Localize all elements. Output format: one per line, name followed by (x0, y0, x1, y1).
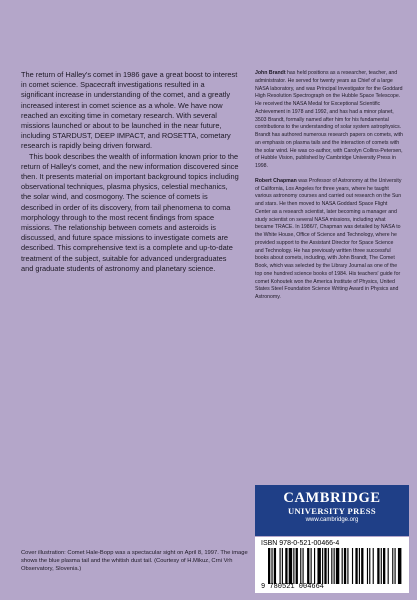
publisher-logo-box (255, 485, 409, 536)
barcode-bar (336, 548, 339, 584)
barcode-bar (317, 548, 320, 584)
barcode-bar (300, 548, 301, 584)
barcode-bar (352, 548, 353, 584)
isbn-label: ISBN 978-0-521-00466-4 (261, 540, 340, 547)
barcode-bar (303, 548, 304, 584)
author-bio-text-brandt: has held positions as a researcher, teacher, and administrator. He served for twenty years as Chief of a large NASA laboratory, and was Principal Investigator for the Goddard High Resolution Spectrograph on the Hubble Space Telescope. He received the NASA Medal for Exceptional Scientific Achievement in 1978 and 1992, and has had a minor planet, 3503 Brandt, formally named after him for his fundamental contributions to the understanding of solar system astrophysics. Brandt has authored numerous research papers on comets, with an emphasis on plasma tails and the interaction of comets with the solar wind. He was co-author, with Carolyn Collins-Petersen, of Hubble Vision, published by Cambridge University Press in 1998. (255, 70, 403, 169)
author-name-brandt: John Brandt (255, 70, 286, 76)
barcode-bar (342, 548, 343, 584)
barcode-bar (314, 548, 315, 584)
barcode-bar (307, 548, 309, 584)
barcode-bar (280, 548, 281, 584)
cover-illustration-credit: Cover illustration: Comet Hale-Bopp was a spectacular sight on April 8, 1997. The image shows the blue plasma tail and the whitish dust tail. (Courtesy of H.Mikuz, Crni Vrh Observatory, Slovenia.) (21, 550, 248, 573)
isbn-barcode-box (255, 537, 409, 593)
publisher-name: CAMBRIDGE (283, 490, 381, 506)
barcode-bar (369, 548, 370, 584)
barcode-bar (293, 548, 294, 584)
author-name-chapman: Robert Chapman (255, 177, 297, 184)
description-paragraph-1: The return of Halley's comet in 1986 gave a great boost to interest in comet science. Spacecraft investigations resulted in a significant increase in understanding of the comet, and a greatly increased interest in comet science as a whole. We have now reached an exciting time in cometary research. With several missions launched or about to be launched in the near future, including STARDUST, DEEP IMPACT, and ROSETTA, cometary research is rapidly being driven forward. (21, 70, 238, 151)
barcode-bar (398, 548, 401, 584)
author-bios (255, 70, 403, 302)
barcode-bar (367, 548, 368, 584)
author-bio-brandt (255, 70, 403, 171)
barcode-bar (355, 548, 357, 584)
barcode-bar (296, 548, 298, 584)
barcode-bar (359, 548, 360, 584)
barcode-bar (388, 548, 389, 584)
barcode-bar (328, 548, 329, 584)
author-bio-text-chapman: was Professor of Astronomy at the University of California, Los Angeles for three years, where he taught various astronomy courses and carried out research on the Sun and stars. He then moved to NASA Goddard Space Flight Center as a research scientist, later becoming a manager and study scientist on several NASA missions, including what became TRACE. In 1986/7, Chapman was detailed by NASA to the White House, Office of Science and Technology, where he provided support to the Assistant Director for Space Science and Technology. He has previously written three successful books about comets, including, with John Brandt, The Comet Book, which was selected by the Library Journal as one of the top one hundred science books of 1984. His teachers' guide for comet Kohoutek won the America Institute of Physics, United States Steel Foundation Science Writing Award in Physics and Astronomy. (255, 177, 402, 300)
barcode-bar (311, 548, 312, 584)
barcode-digits: 9 780521 004664 (261, 583, 325, 591)
barcode-bar (331, 548, 332, 584)
barcode-bar (282, 548, 283, 584)
barcode-bar (268, 548, 270, 584)
barcode-icon (260, 548, 404, 584)
barcode-bar (361, 548, 363, 584)
barcode-bar (271, 548, 272, 584)
barcode-bar (347, 548, 348, 584)
barcode-bar (377, 548, 379, 584)
book-description (21, 70, 239, 274)
barcode-bar (324, 548, 326, 584)
barcode-bar (392, 548, 393, 584)
barcode-bar (289, 548, 292, 584)
publisher-press: UNIVERSITY PRESS (287, 506, 377, 516)
barcode-bar (381, 548, 382, 584)
barcode-bar (373, 548, 374, 584)
barcode-bar (322, 548, 323, 584)
barcode-bar (285, 548, 287, 584)
barcode-bar (334, 548, 335, 584)
description-paragraph-2: This book describes the wealth of information known prior to the return of Halley's comet, and the new information discovered since then. It presents material on important background topics including observational techniques, plasma physics, celestial mechanics, the solar wind, and cosmogony. The science of comets is described in order of its discovery, from tail phenomena to coma morphology through to the most recent findings from space missions. The relationship between comets and asteroids is discussed, and future space missions to investigate comets are described. This comprehensive text is a complete and up-to-date treatment of the subject, suitable for advanced undergraduates and graduate students of astronomy and planetary science. (21, 151, 239, 273)
author-bio-chapman (255, 178, 403, 302)
publisher-url: www.cambridge.org (305, 517, 359, 523)
barcode-bar (395, 548, 396, 584)
barcode-bar (344, 548, 346, 584)
barcode-bar (383, 548, 385, 584)
barcode-bar (274, 548, 276, 584)
